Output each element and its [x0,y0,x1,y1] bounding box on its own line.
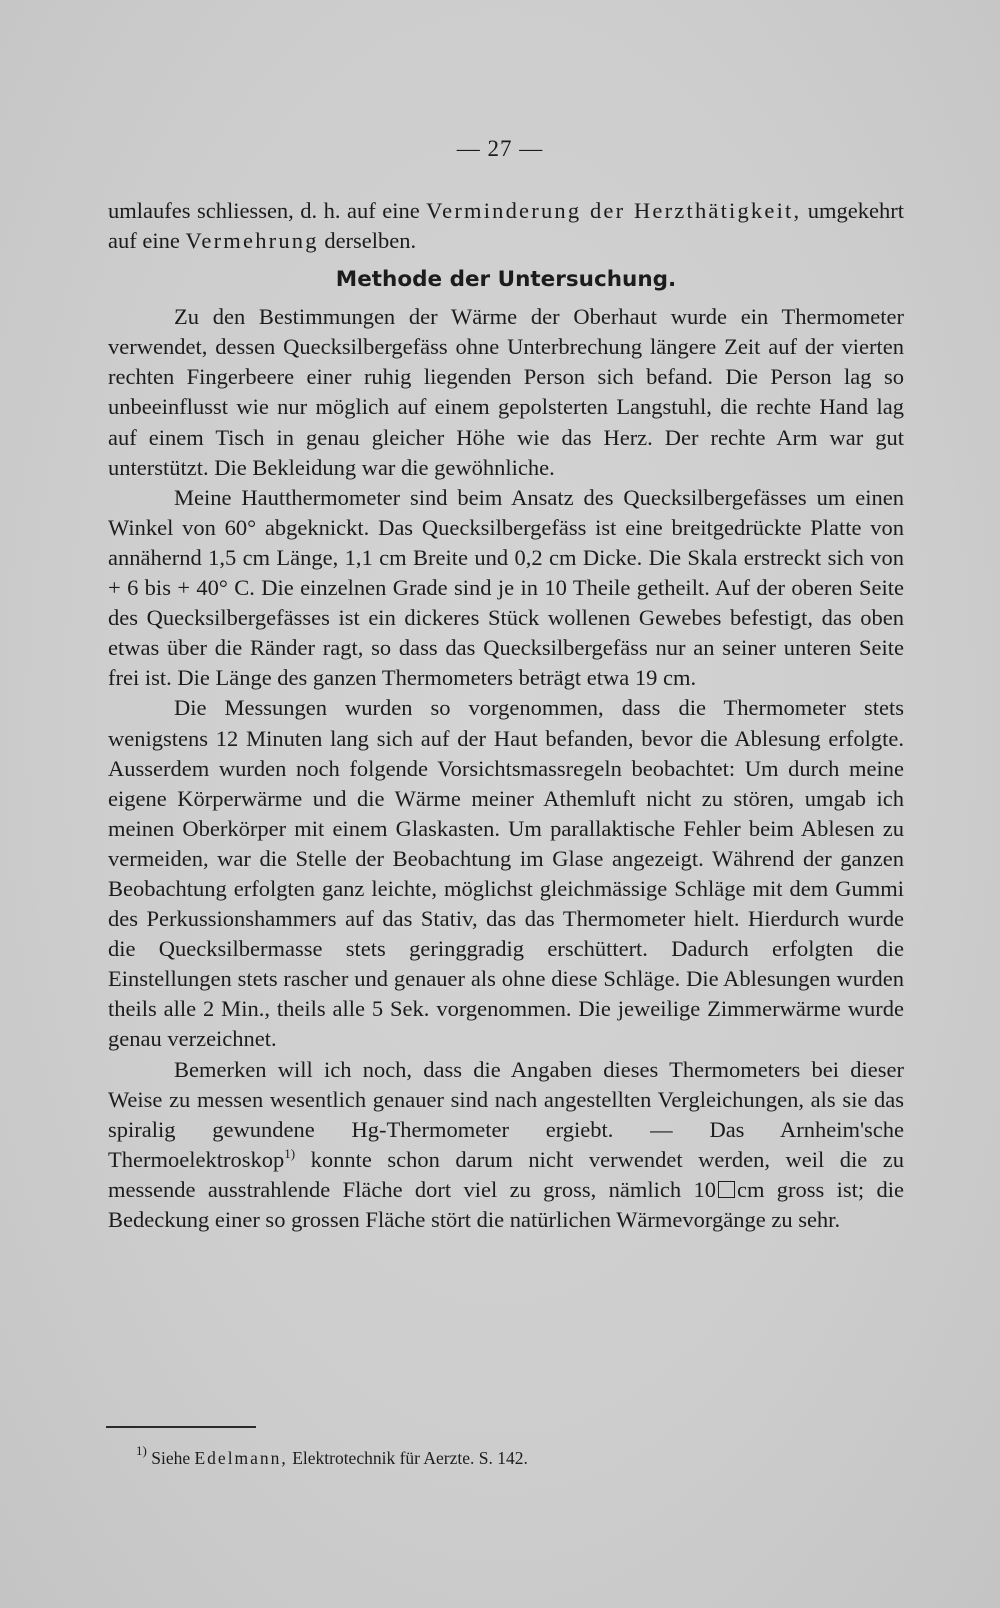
paragraph-intro [108,196,904,256]
paragraph-4 [108,1055,904,1236]
section-heading: Methode der Untersuchung. [335,267,677,293]
paragraph-1: Zu den Bestimmungen der Wärme der Oberhaut wurde ein Thermometer verwendet, dessen Quecksilbergefäss ohne Unterbrechung längere Zeit auf der vierten rechten Fingerbeere einer ruhig liegenden Person sich befand. Die Person lag so unbeeinflusst wie nur möglich auf einem gepolsterten Langstuhl, die rechte Hand lag auf einem Tisch in genau gleicher Höhe wie das Herz. Der rechte Arm war gut unterstützt. Die Bekleidung war die gewöhnliche. [108,304,904,480]
footnote-marker: 1) [136,1443,147,1458]
square-icon [718,1181,735,1198]
intro-spaced-1: Verminderung der Herzthätigkeit, [426,198,802,223]
intro-text-3: derselben. [318,228,417,254]
intro-spaced-2: Vermehrung [185,228,319,254]
paragraph-2: Meine Hautthermometer sind beim Ansatz des Quecksilbergefässes um einen Winkel von 60° abgeknickt. Das Quecksilbergefäss ist eine breitgedrückte Platte von annähernd 1,5 cm Länge, 1,1 cm Breite und 0,2 cm Dicke. Die Skala erstreckt sich von + 6 bis + 40° C. Die einzelnen Grade sind je in 10 Theile getheilt. Auf der oberen Seite des Quecksilbergefässes ist ein dickeres Stück wollenen Gewebes befestigt, das oben etwas über die Ränder ragt, so dass das Quecksilbergefäss nur an seiner unteren Seite frei ist. Die Länge des ganzen Thermometers beträgt etwa 19 cm. [108,484,904,691]
paragraph-3: Die Messungen wurden so vorgenommen, dass die Thermometer stets wenigstens 12 Minuten lang sich auf der Haut befanden, bevor die Ablesung erfolgte. Ausserdem wurden noch folgende Vorsichtsmassregeln beobachtet: Um durch meine eigene Körperwärme und die Wärme meiner Athemluft nicht zu stören, umgab ich meinen Oberkörper mit einem Glaskasten. Um parallaktische Fehler beim Ablesen zu vermeiden, war die Stelle der Beobachtung im Glase angezeigt. Während der ganzen Beobachtung erfolgten ganz leichte, möglichst gleichmässige Schläge mit dem Gummi des Perkussionshammers auf das Stativ, das das Thermometer hielt. Hierdurch wurde die Quecksilbermasse stets geringgradig erschüttert. Dadurch erfolgten die Einstellungen stets rascher und genauer als ohne diese Schläge. Die Ablesungen wurden theils alle 2 Min., theils alle 5 Sek. vorgenommen. Die jeweilige Zimmerwärme wurde genau verzeichnet. [108,695,904,1052]
footnote-author: Edelmann, [194,1448,288,1468]
footnote [136,1443,836,1470]
para4-text-3: cm gross ist; die Bedeckung einer so grossen Fläche stört die natürlichen Wärmevorgänge zu sehr. [108,1176,904,1232]
footnote-reference: 1) [284,1145,296,1161]
footnote-rest: Elektrotechnik für Aerzte. S. 142. [287,1448,528,1468]
intro-text-2: umgekehrt auf eine [108,198,904,254]
para4-text-2: konnte schon darum nicht verwendet werden, weil die zu messende ausstrahlende Fläche dort viel zu gross, nämlich 10 [108,1146,904,1202]
para4-text-1: Bemerken will ich noch, dass die Angaben dieses Thermometers bei dieser Weise zu messen wesentlich genauer sind nach angestellten Vergleichungen, als sie das spiralig gewundene Hg-Thermometer ergiebt. — Das Arnheim'sche Thermoelektroskop [108,1056,904,1172]
body-text [108,196,904,1235]
footnote-prefix: Siehe [146,1448,195,1468]
intro-text-1: umlaufes schliessen, d. h. auf eine [108,198,427,223]
page-number: — 27 — [456,136,544,161]
footnote-divider [106,1426,256,1428]
